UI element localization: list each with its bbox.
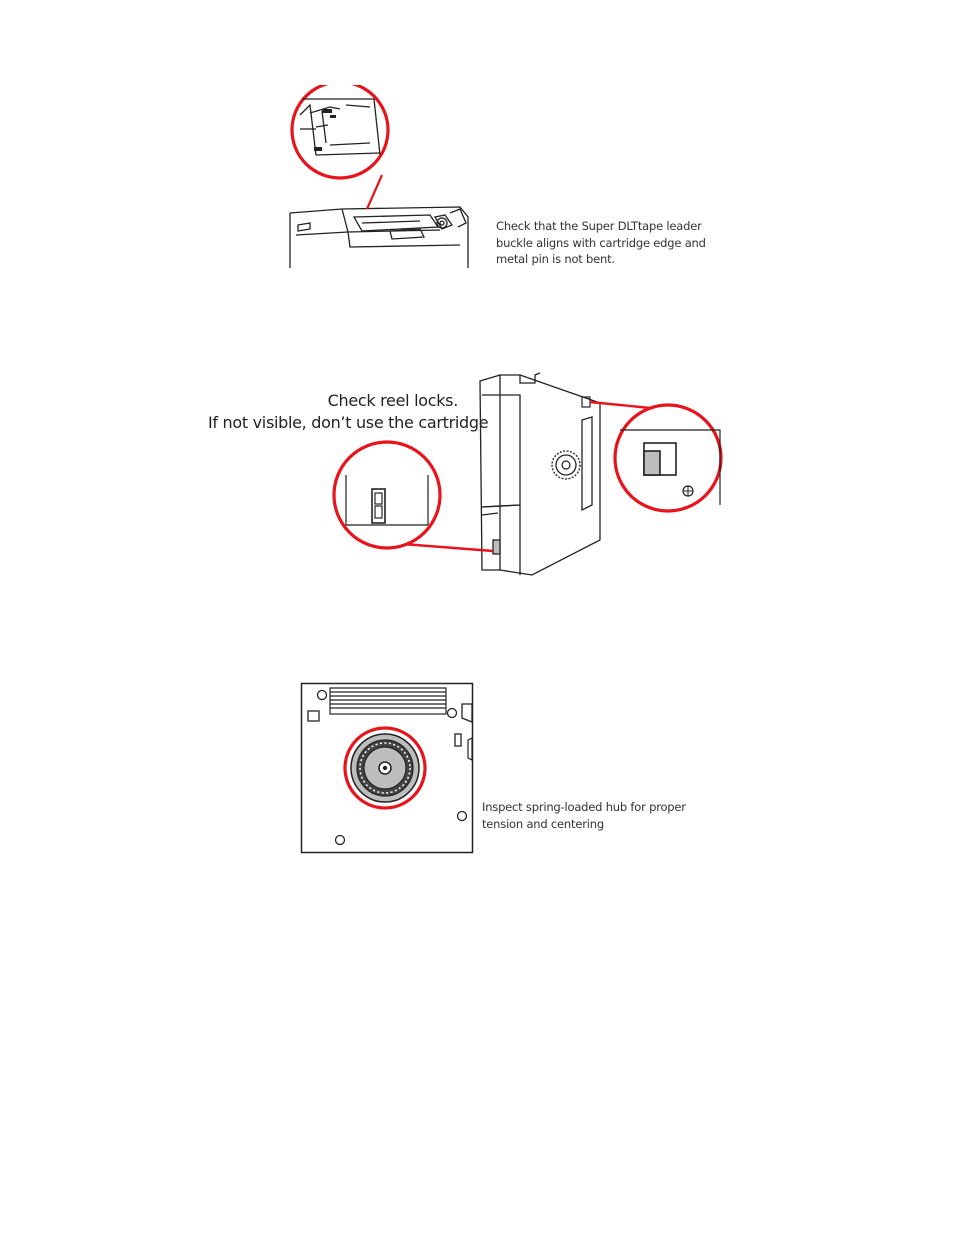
caption-line: Inspect spring-loaded hub for proper	[482, 800, 686, 814]
caption-line: buckle aligns with cartridge edge and	[496, 235, 706, 250]
leader-buckle-drawing	[270, 85, 500, 285]
spring-loaded-hub	[345, 728, 425, 808]
reel-hub-side	[552, 451, 580, 479]
caption-line: Check that the Super DLTtape leader	[496, 219, 702, 233]
caption-line: If not visible, don’t use the cartridge	[208, 413, 489, 432]
hub-drawing	[300, 682, 476, 856]
caption-line: Check reel locks.	[327, 391, 458, 410]
hub-figure	[300, 682, 476, 856]
reel-locks-figure	[320, 365, 740, 585]
leader-buckle-caption	[496, 218, 706, 268]
leader-buckle-figure	[270, 85, 500, 285]
reel-locks-drawing	[320, 365, 740, 585]
caption-line: metal pin is not bent.	[496, 252, 615, 266]
left-zoom-circle	[334, 442, 440, 548]
caption-line: tension and centering	[482, 816, 604, 831]
hub-caption	[482, 799, 686, 832]
